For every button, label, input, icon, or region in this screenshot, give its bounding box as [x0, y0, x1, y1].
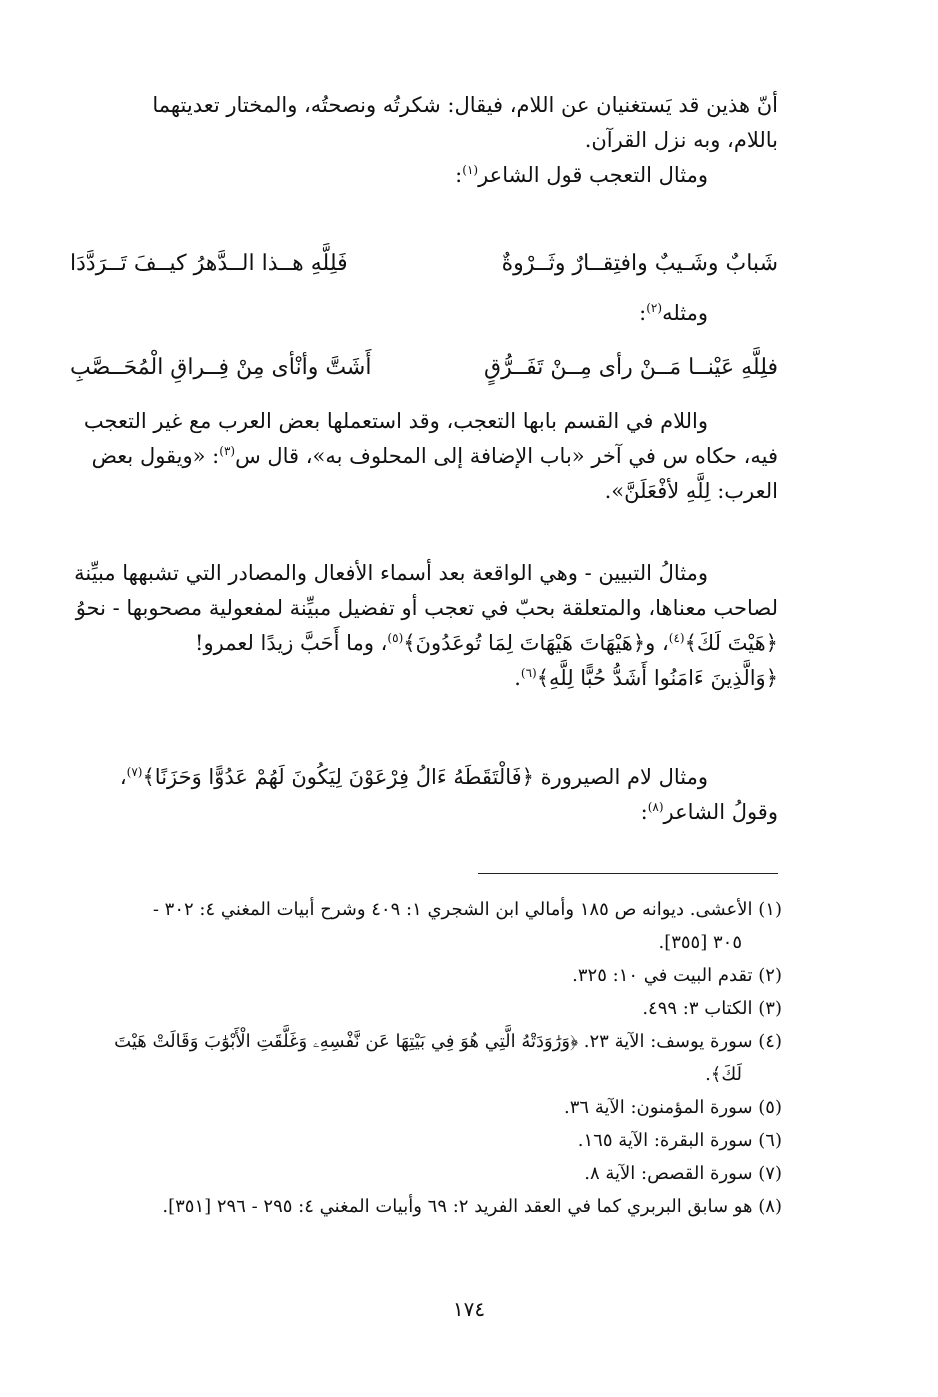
footnote-1: (١) الأعشى. ديوانه ص ١٨٥ وأمالي ابن الشجري ١: ٤٠٩ وشرح أبيات المغني ٤: ٣٠٢ - [152, 899, 782, 920]
text-span: : [639, 301, 647, 325]
footnote-ref: (٣) [219, 444, 236, 458]
text-line [70, 296, 778, 331]
verse-hemistich-1: فلِلَّهِ عَيْنــا مَــنْ رأى مِــنْ تَفَــرُّقٍ [484, 355, 778, 380]
footnote-ref: (١) [462, 163, 479, 177]
footnotes [70, 893, 782, 1223]
paragraph-1 [70, 88, 778, 193]
text-span: : [455, 163, 463, 187]
text-span: : [640, 800, 648, 824]
text-span: : «ويقول بعض [91, 444, 220, 468]
footnote-3: (٣) الكتاب ٣: ٤٩٩. [642, 998, 782, 1019]
paragraph-6 [70, 760, 778, 830]
verse-hemistich-2: أَشَتَّ وأنْأى مِنْ فِــراقِ الْمُحَــصَّبِ [70, 355, 372, 380]
footnote-4: (٤) سورة يوسف: الآية ٢٣. ﴿وَرَٰوَدَتْهُ الَّتِي هُوَ فِي بَيْتِهَا عَن نَّفْسِهِۦ وَغَلَّقَتِ الْأَبْوَٰبَ وَقَالَتْ هَيْتَ [114, 1031, 782, 1052]
text-line: واللام في القسم بابها التعجب، وقد استعملها بعض العرب مع غير التعجب [83, 409, 708, 433]
quran-quote: ﴿وَالَّذِينَ ءَامَنُوا أَشَدُّ حُبًّا لِلَّهِ﴾ [536, 666, 778, 690]
text-span: ومثله [662, 301, 708, 325]
footnote-1-continued: ٣٠٥ [٣٥٥]. [658, 932, 742, 953]
text-line [70, 626, 778, 661]
page-number: ١٧٤ [452, 1297, 486, 1321]
footnote-ref: (٨) [647, 800, 664, 814]
footnote-5: (٥) سورة المؤمنون: الآية ٣٦. [564, 1097, 782, 1118]
verse-1 [70, 246, 778, 281]
verse-hemistich-2: فَلِلَّهِ هــذا الــدَّهرُ كيــفَ تَــرَدَّدَا [70, 251, 348, 276]
text-line [70, 795, 778, 830]
text-line [70, 760, 778, 795]
footnote-6: (٦) سورة البقرة: الآية ١٦٥. [577, 1130, 782, 1151]
text-span: وقولُ الشاعر [663, 800, 778, 824]
verse-hemistich-1: شَبابٌ وشَـيبٌ وافتِقــارٌ وثَــرْوةٌ [501, 251, 778, 276]
paragraph-4 [70, 404, 778, 509]
footnote-ref: (٥) [387, 631, 404, 645]
footnote-2: (٢) تقدم البيت في ١٠: ٣٢٥. [572, 965, 782, 986]
text-line [70, 158, 778, 193]
quran-quote: ، و﴿هَيْهَاتَ هَيْهَاتَ لِمَا تُوعَدُونَ﴾ [403, 631, 669, 655]
text-span: فيه، حكاه س في آخر «باب الإضافة إلى المحلوف به»، قال س [235, 444, 778, 468]
text-span: . [514, 666, 521, 690]
footnote-divider [478, 873, 778, 874]
footnote-ref: (٧) [126, 765, 143, 779]
text-span: ، وما أَحَبَّ زيدًا لعمرو! [195, 631, 388, 655]
footnote-ref: (٦) [520, 666, 537, 680]
footnote-ref: (٢) [646, 301, 663, 315]
text-span: ومثال التعجب قول الشاعر [478, 163, 708, 187]
text-line: ومثالُ التبيين - وهي الواقعة بعد أسماء الأفعال والمصادر التي تشبهها مبيِّنة [74, 561, 708, 585]
verse-2 [70, 350, 778, 385]
text-line [70, 661, 778, 696]
footnote-7: (٧) سورة القصص: الآية ٨. [584, 1163, 782, 1184]
paragraph-5 [70, 556, 778, 696]
text-span: ، [119, 765, 127, 789]
text-line: لصاحب معناها، والمتعلقة بحبّ في تعجب أو تفضيل مبيِّنة لمفعولية مصحوبها - نحوُ [75, 596, 778, 620]
footnote-8: (٨) هو سابق البربري كما في العقد الفريد ٢: ٦٩ وأبيات المغني ٤: ٢٩٥ - ٢٩٦ [٣٥١]. [162, 1196, 782, 1217]
quran-quote: ﴿هَيْتَ لَكَ﴾ [684, 631, 778, 655]
footnote-ref: (٤) [668, 631, 685, 645]
text-line: العرب: لِلَّهِ لأفْعَلَنَّ». [604, 479, 778, 503]
paragraph-3 [70, 296, 778, 331]
text-line [70, 439, 778, 474]
text-line: باللام، وبه نزل القرآن. [584, 128, 778, 152]
footnote-4-continued: لَكَ﴾. [705, 1064, 742, 1085]
text-line: أنّ هذين قد يَستغنيان عن اللام، فيقال: شكرتُه ونصحتُه، والمختار تعديتهما [152, 93, 778, 117]
quran-quote: ومثال لام الصيرورة ﴿فَالْتَقَطَهُ ءَالُ فِرْعَوْنَ لِيَكُونَ لَهُمْ عَدُوًّا وَحَزَنًا﴾ [142, 765, 708, 789]
